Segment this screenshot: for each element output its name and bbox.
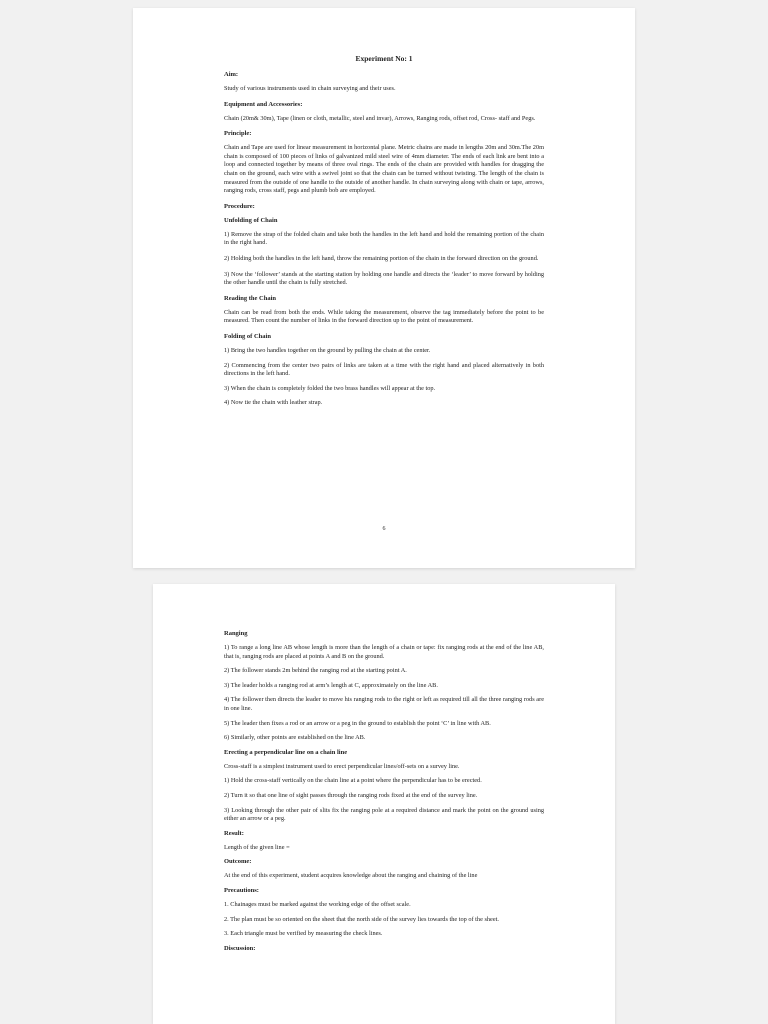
folding-step: 2) Commencing from the center two pairs of links are taken at a time with the right hand and placed alternatively in both directions in the left hand.: [224, 361, 544, 378]
folding-step: 1) Bring the two handles together on the ground by pulling the chain at the center.: [224, 346, 431, 354]
perpendicular-step: 3) Looking through the other pair of slits fix the ranging pole at a required distance and mark the point on the ground using either an arrow or a peg.: [224, 806, 544, 823]
unfolding-step: 3) Now the ‘follower’ stands at the starting station by holding one handle and directs the ‘leader’ to move forward by holding the other handle until the chain is fully stretched.: [224, 270, 544, 287]
document-page-2: [153, 584, 615, 1024]
equipment-text: Chain (20m& 30m), Tape (linen or cloth, metallic, steel and invar), Arrows, Ranging rods, offset rod, Cross- staff and Pegs.: [224, 114, 536, 122]
ranging-step: 4) The follower then directs the leader to move his ranging rods to the right or left as required till all the three ranging rods are in one line.: [224, 696, 544, 712]
principle-text: Chain and Tape are used for linear measurement in horizontal plane. Metric chains are made in lengths 20m and 30m.The 20m chain is composed of 100 pieces of links of galvanized mild steel wire of 4mm diameter. The ends of each link are bent into a loop and connected together by means of three oval rings. The ends of the chain are provided with handles for dragging the chain on the ground, each wire with a swivel joint so that the chain can be turned without twisting. The length of the chain is measured from the outside of one handle to the outside of another handle. In chain surveying along with chain or tape, arrows, ranging rods, cross staff, pegs and plumb bob are employed.: [224, 144, 544, 195]
page-2-content: [224, 630, 544, 959]
perpendicular-step: 1) Hold the cross-staff vertically on the chain line at a point where the perpendicular has to be erected.: [224, 777, 482, 785]
page-1-content: [224, 54, 544, 414]
unfolding-step: 2) Holding both the handles in the left hand, throw the remaining portion of the chain in the forward direction on the ground.: [224, 254, 539, 262]
page-number: 6: [382, 526, 386, 532]
result-heading: Result:: [224, 829, 244, 837]
procedure-heading: Procedure:: [224, 202, 255, 210]
perpendicular-step: 2) Turn it so that one line of sight passes through the ranging rods fixed at the end of the survey line.: [224, 791, 478, 799]
precaution-item: 1. Chainages must be marked against the working edge of the offset scale.: [224, 900, 411, 908]
reading-text: Chain can be read from both the ends. While taking the measurement, observe the tag immediately before the point to be measured. Then count the number of links in the forward direction up to the point of measurement.: [224, 308, 544, 325]
equipment-heading: Equipment and Accessories:: [224, 100, 303, 108]
reading-heading: Reading the Chain: [224, 294, 277, 302]
unfolding-step: 1) Remove the strap of the folded chain and take both the handles in the left hand and hold the remaining portion of the chain in the right hand.: [224, 230, 544, 247]
ranging-step: 5) The leader then fixes a rod or an arrow or a peg in the ground to establish the point ‘C’ in line with AB.: [224, 719, 491, 727]
precautions-heading: Precautions:: [224, 886, 259, 894]
ranging-heading: Ranging: [224, 630, 248, 637]
folding-heading: Folding of Chain: [224, 332, 271, 340]
folding-step: 3) When the chain is completely folded the two brass handles will appear at the top.: [224, 384, 436, 392]
precaution-item: 2. The plan must be so oriented on the sheet that the north side of the survey lies towards the top of the sheet.: [224, 915, 499, 923]
unfolding-heading: Unfolding of Chain: [224, 216, 278, 224]
perpendicular-heading: Erecting a perpendicular line on a chain line: [224, 748, 348, 756]
discussion-heading: Discussion:: [224, 944, 256, 952]
folding-step: 4) Now tie the chain with leather strap.: [224, 399, 323, 407]
principle-heading: Principle:: [224, 130, 252, 138]
result-text: Length of the given line =: [224, 843, 290, 851]
precaution-item: 3. Each triangle must be verified by measuring the check lines.: [224, 930, 383, 938]
aim-text: Study of various instruments used in chain surveying and their uses.: [224, 85, 396, 92]
ranging-step: 1) To range a long line AB whose length is more than the length of a chain or tape: fix ranging rods at the end of the line AB, that is, ranging rods are placed at points A and B on the ground.: [224, 644, 544, 660]
outcome-heading: Outcome:: [224, 858, 252, 866]
document-page-1: [133, 8, 635, 568]
perpendicular-intro: Cross-staff is a simplest instrument used to erect perpendicular lines/off-sets on a survey line.: [224, 762, 460, 770]
ranging-step: 3) The leader holds a ranging rod at arm’s length at C, approximately on the line AB.: [224, 681, 438, 689]
experiment-title: Experiment No: 1: [355, 54, 413, 63]
ranging-step: 2) The follower stands 2m behind the ranging rod at the starting point A.: [224, 667, 407, 675]
aim-heading: Aim:: [224, 71, 239, 78]
outcome-text: At the end of this experiment, student acquires knowledge about the ranging and chaining of the line: [224, 872, 478, 880]
ranging-step: 6) Similarly, other points are established on the line AB.: [224, 734, 366, 742]
